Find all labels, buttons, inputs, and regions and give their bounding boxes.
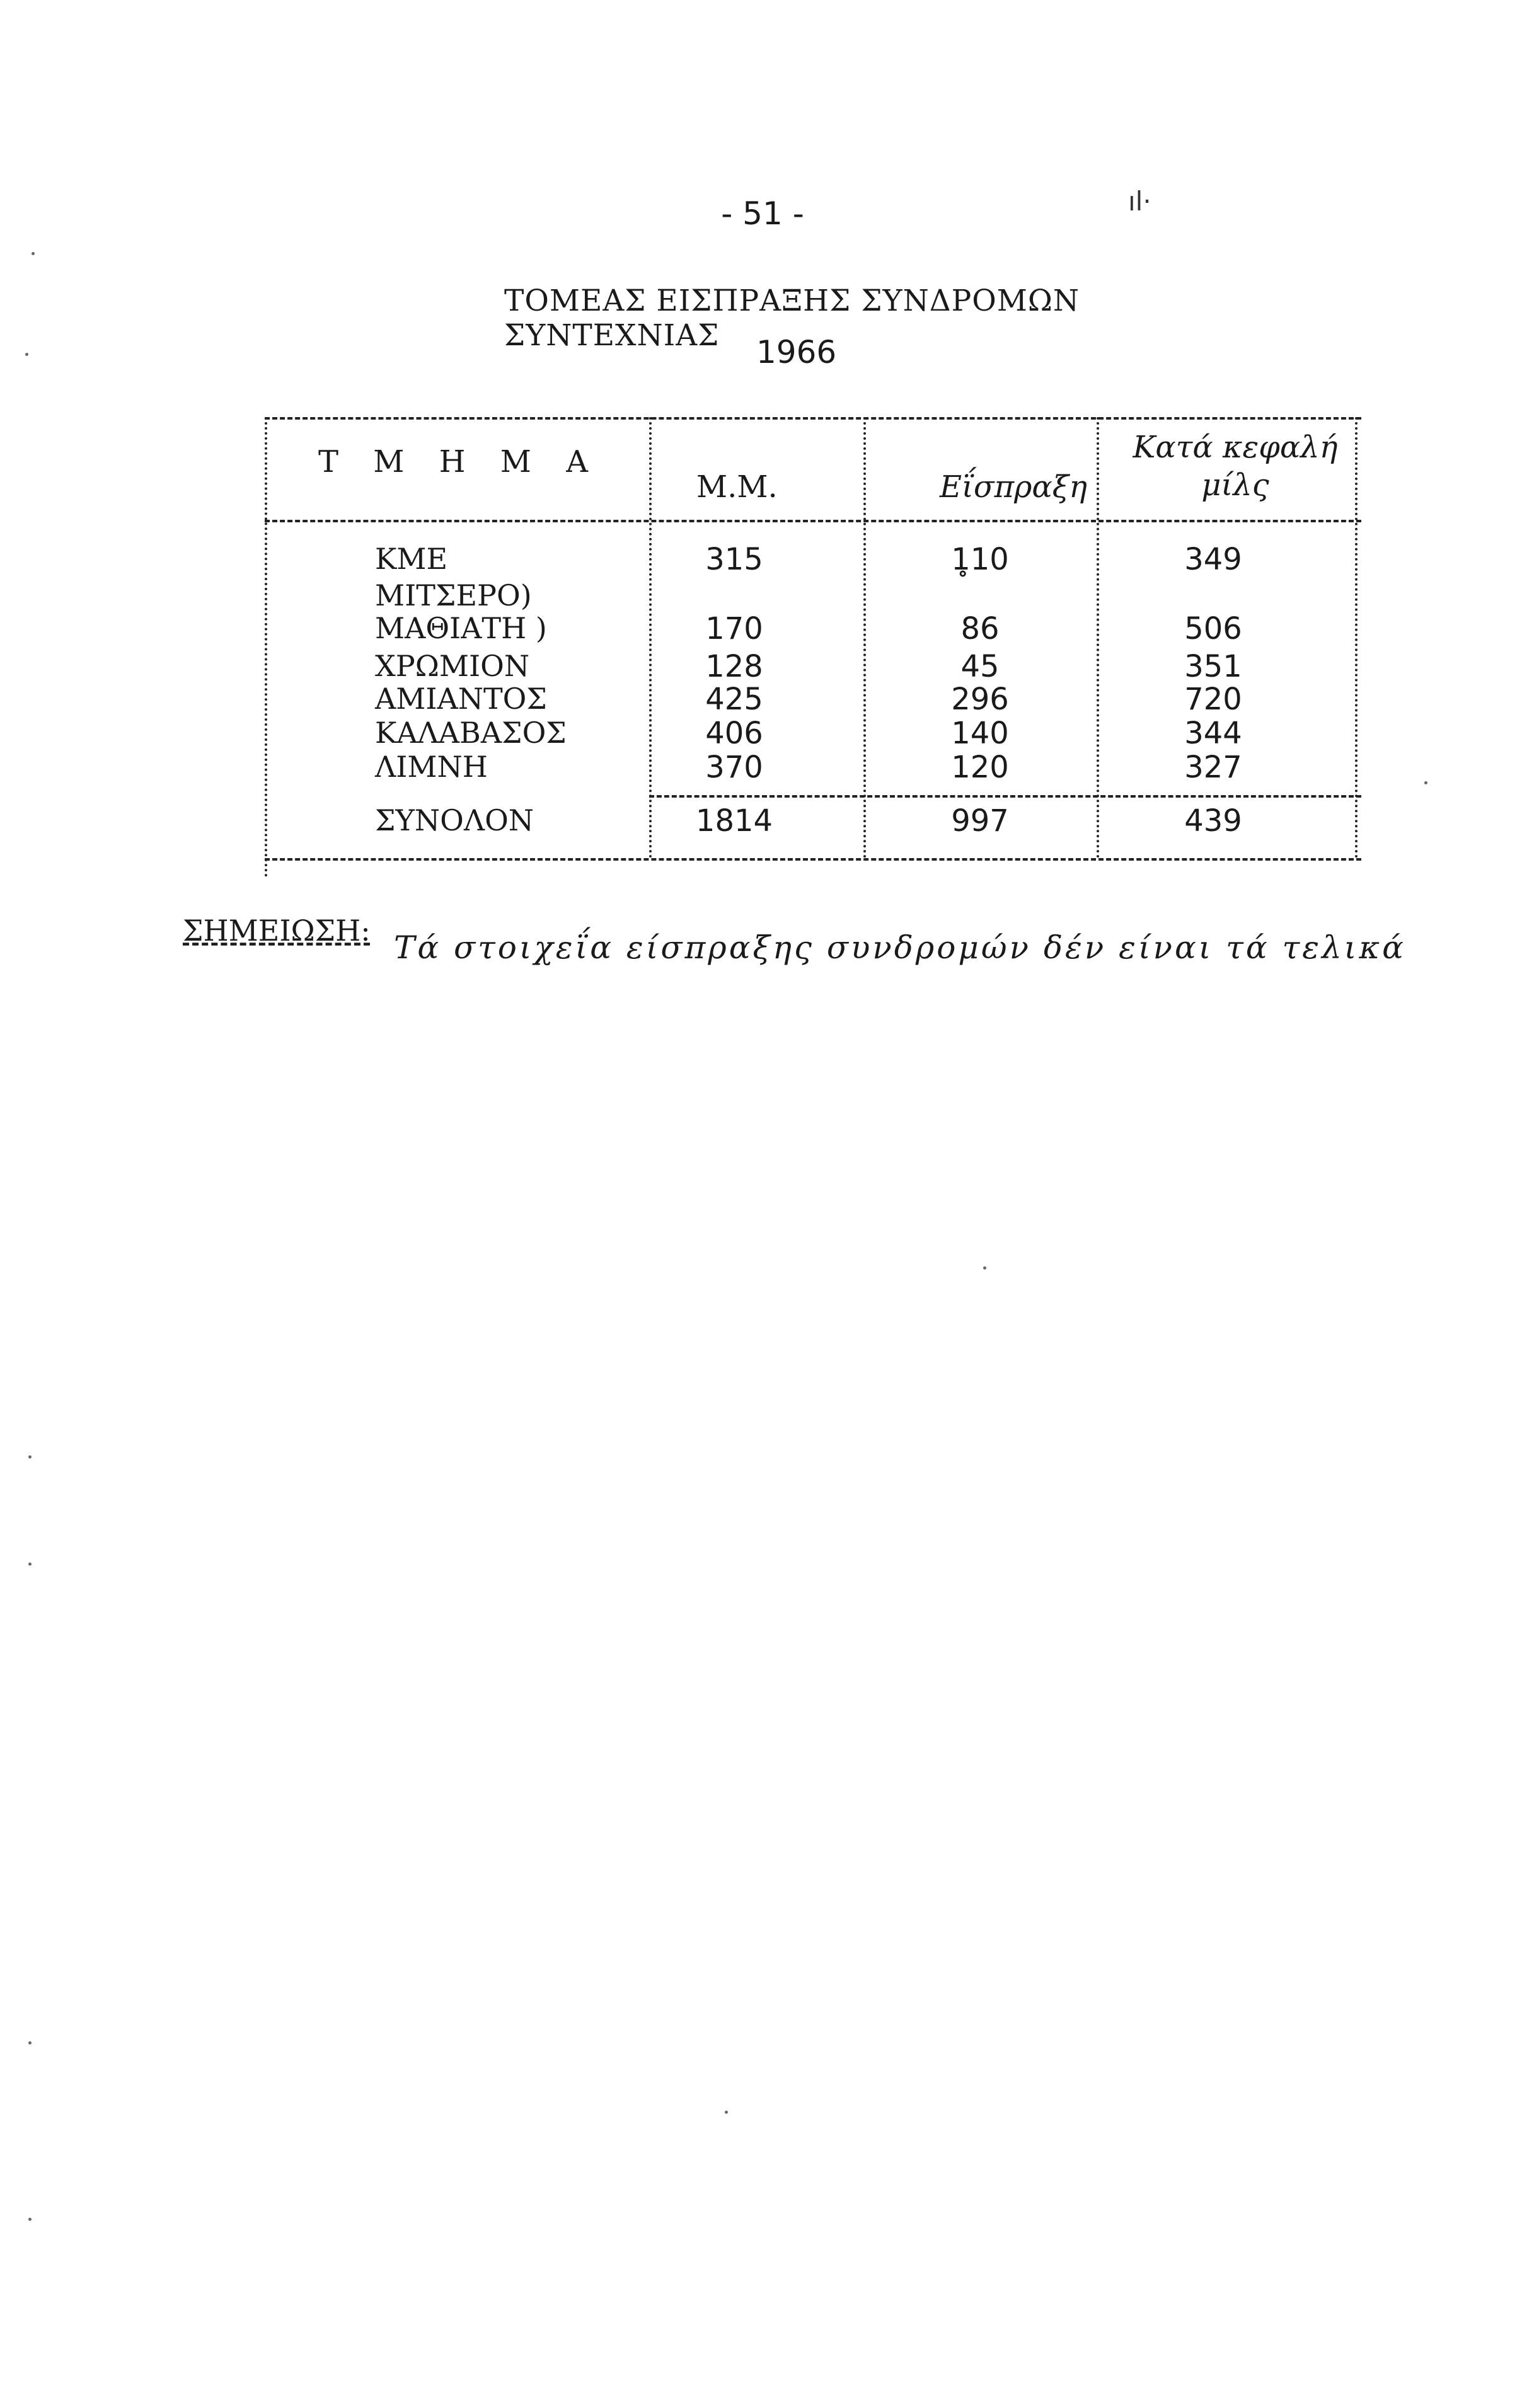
- row-per-head: 351: [1184, 649, 1242, 684]
- row-per-head: 506: [1184, 611, 1242, 646]
- row-name: ΚΜΕ: [375, 542, 448, 576]
- table-total-row: [0, 803, 1522, 854]
- scan-speck: [725, 2111, 728, 2114]
- header-per-head-line2: μίλς: [1201, 467, 1269, 503]
- row-name: ΜΑΘΙΑΤΗ ): [375, 611, 547, 645]
- header-department: Τ Μ Η Μ Α: [318, 444, 601, 479]
- table-top-rule: [265, 417, 1361, 420]
- row-collection: 45: [960, 649, 1000, 684]
- row-collection: 120: [951, 750, 1009, 785]
- scan-speck: [28, 1455, 32, 1459]
- total-members: 1814: [695, 803, 773, 839]
- scan-speck: [32, 252, 35, 255]
- total-per-head: 439: [1184, 803, 1242, 839]
- row-per-head: 720: [1184, 682, 1242, 717]
- total-collection: 997: [951, 803, 1009, 839]
- header-collection: Εΐσπραξη: [940, 469, 1087, 505]
- header-per-head-line1: Κατά κεφαλή: [1133, 430, 1338, 465]
- scan-speck: [28, 1562, 32, 1566]
- row-per-head: 327: [1184, 750, 1242, 785]
- table-header-rule: [265, 520, 1361, 522]
- scan-speck: [25, 353, 28, 356]
- row-members: 128: [705, 649, 763, 684]
- header-per-head: [1116, 428, 1355, 504]
- row-per-head: 344: [1184, 716, 1242, 751]
- row-collection: 296: [951, 682, 1009, 717]
- table-row: [0, 750, 1522, 798]
- row-per-head: 349: [1184, 542, 1242, 577]
- row-name: ΛΙΜΝΗ: [375, 750, 488, 784]
- margin-mark: ıl·: [1128, 186, 1151, 217]
- header-members: Μ.Μ.: [696, 469, 778, 505]
- row-members: 425: [705, 682, 763, 717]
- total-name: ΣΥΝΟΛΟΝ: [375, 803, 534, 837]
- note-text: Τά στοιχεΐα είσπραξης συνδρομών δέν είναι τά τελικά: [394, 929, 1406, 966]
- row-collection: 86: [960, 611, 1000, 646]
- title-year: 1966: [756, 334, 837, 370]
- row-collection: 140: [951, 716, 1009, 751]
- row-members: 170: [705, 611, 763, 646]
- scan-speck: [28, 2218, 32, 2221]
- scan-speck: [983, 1266, 986, 1270]
- row-members: 370: [705, 750, 763, 785]
- row-name: ΧΡΩΜΙΟΝ: [375, 649, 530, 683]
- row-collection: 1̥10: [951, 542, 1009, 577]
- page-number: - 51 -: [721, 195, 804, 232]
- row-name: ΑΜΙΑΝΤΟΣ: [375, 682, 547, 716]
- row-members: 315: [705, 542, 763, 577]
- row-members: 406: [705, 716, 763, 751]
- table-bottom-rule: [265, 858, 1361, 861]
- scan-speck: [1424, 781, 1427, 784]
- row-name: ΚΑΛΑΒΑΣΟΣ: [375, 716, 567, 750]
- scan-speck: [28, 2041, 32, 2044]
- note-label: ΣΗΜΕΙΩΣΗ:: [183, 914, 371, 948]
- page-title: ΤΟΜΕΑΣ ΕΙΣΠΡΑΞΗΣ ΣΥΝΔΡΟΜΩΝ ΣΥΝΤΕΧΝΙΑΣ: [504, 284, 1080, 353]
- row-name: ΜΙΤΣΕΡΟ): [375, 578, 532, 612]
